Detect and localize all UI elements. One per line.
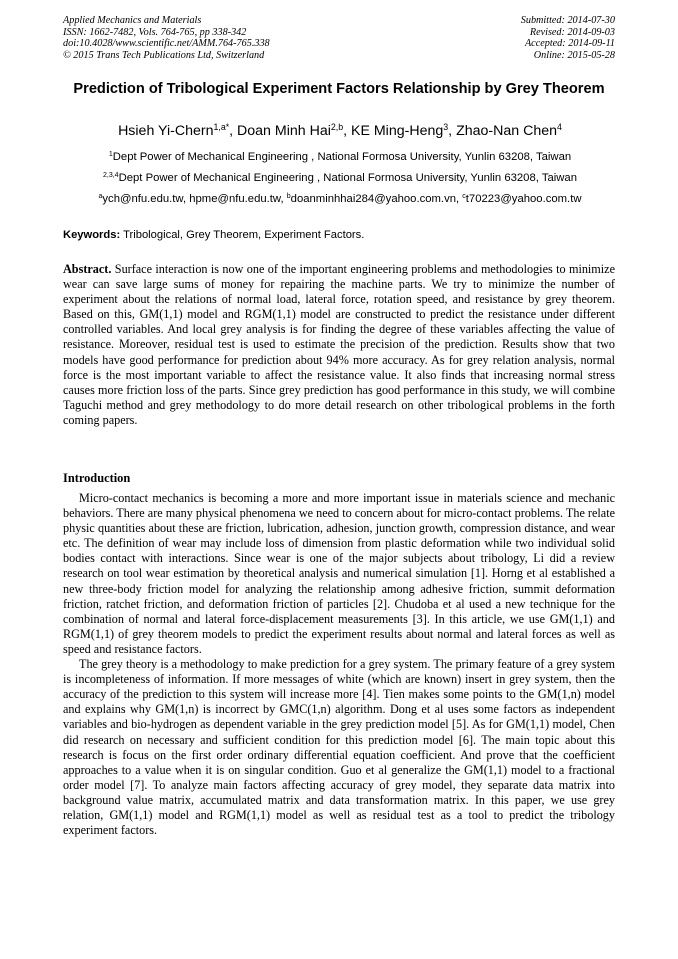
affiliation-superscript: 1 xyxy=(108,151,113,159)
author-separator: , xyxy=(229,123,238,139)
email-superscript: c xyxy=(462,193,466,201)
affiliation-1 xyxy=(40,150,640,166)
author-name: Zhao-Nan Chen xyxy=(456,123,558,139)
email-superscript: a xyxy=(98,193,103,201)
author-name: KE Ming-Heng xyxy=(351,123,444,139)
introduction-body xyxy=(63,491,615,838)
keywords-label: Keywords: xyxy=(63,229,121,241)
journal-doi: doi:10.4028/www.scientific.net/AMM.764-765.338 xyxy=(63,38,270,49)
abstract-label: Abstract. xyxy=(63,262,112,276)
affiliation-superscript: 2,3,4 xyxy=(103,172,119,180)
email-text: ych@nfu.edu.tw, hpme@nfu.edu.tw, xyxy=(102,193,287,205)
author-superscript: 1,a* xyxy=(213,122,230,133)
affiliation-text: Dept Power of Mechanical Engineering , National Formosa University, Yunlin 63208, Taiwan xyxy=(118,172,577,184)
author-superscript: 4 xyxy=(557,122,562,133)
keywords-line xyxy=(63,228,615,242)
author-emails xyxy=(40,192,640,208)
email-text: t70223@yahoo.com.tw xyxy=(465,193,582,205)
date-accepted: Accepted: 2014-09-11 xyxy=(524,38,615,49)
date-revised: Revised: 2014-09-03 xyxy=(529,26,615,38)
keywords-text: Tribological, Grey Theorem, Experiment Factors. xyxy=(120,229,365,241)
journal-info-left xyxy=(63,15,270,61)
introduction-paragraph-2: The grey theory is a methodology to make prediction for a grey system. The primary feature of a grey system is incompleteness of information. If more messages of white (which are known) insert in grey system, then the accuracy of the prediction to this system will increase more [4]. Tien makes some points to the GM(1,n) model and explains why GM(1,n) is incorrect by GMC(1,n) algorithm. Dong et al uses some factors as independent variables and bio-hydrogen as dependent variable in the grey prediction model [5]. As for GM(1,1) model, Chen did research on necessary and sufficient condition for this prediction model [6]. The main topic about this research is focus on the first order ordinary differential equation coefficient. And prove that the coefficient approaches to a value when it is on singular condition. Guo et al generalize the GM(1,1) model to a fractional order model [7]. To analyze main factors affecting accuracy of grey model, they separate data matrix into background value matrix, accumulated matrix and data transformation matrix. In this paper, we use grey relation, GM(1,1) model and RGM(1,1) model as well as residual test as a tool to predict the tribology experiment factors. xyxy=(63,657,615,838)
journal-issn: ISSN: 1662-7482, Vols. 764-765, pp 338-342 xyxy=(63,26,247,38)
date-online: Online: 2015-05-28 xyxy=(533,49,615,61)
journal-dates-right xyxy=(521,15,615,61)
introduction-paragraph-1: Micro-contact mechanics is becoming a more and more important issue in materials science and mechanic behaviors. There are many physical phenomena we need to concern about for micro-contact problems. The relate physic quantities about these are friction, lubrication, adhesion, junction growth, compression distance, and wear etc. The definition of wear may include loss of dimension from plastic deformation while two individual solid bodies contact with interactions. Since wear is one of the major subjects about tribology, Li did a review research on tool wear estimation by theoretical analysis and numerical simulation [1]. Horng et al established a new three-body friction model for analyzing the relationship among adhesive friction, summit deformation friction, ratchet friction, and deformation friction of particles [2]. Chudoba et al used a new technique for the combination of normal and lateral force-displacement measurements [3]. In this article, we use GM(1,1) and RGM(1,1) of grey theorem models to predict the experiment results about normal and lateral forces as well as speed and resistance factors. xyxy=(63,491,615,656)
abstract-text: Surface interaction is now one of the important engineering problems and methodologies to minimize wear can save large sums of money for repairing the machine parts. We try to minimize the number of experiment about the relations of normal load, lateral force, rotation speed, and resistance by grey theorem. Based on this, GM(1,1) model and RGM(1,1) model are constructed to predict the resistance under different controlled variables. And local grey analysis is for finding the degree of these variables affecting the value of resistance. Moreover, residual test is used to estimate the precision of the prediction. Results show that two models have good performance for prediction about 94% more accuracy. As for grey relation analysis, normal force is the most important variable to affect the resistance value. It also finds that increasing normal stress causes more friction loss of the parts. Since grey prediction has good performance in this study, we will combine Taguchi method and grey methodology to do more detail research on other tribological problems in the forth coming papers. xyxy=(63,262,615,427)
author-name: Doan Minh Hai xyxy=(237,123,331,139)
author-separator: , xyxy=(448,123,457,139)
abstract xyxy=(63,262,615,428)
journal-copyright: © 2015 Trans Tech Publications Ltd, Switzerland xyxy=(63,49,265,61)
author-separator: , xyxy=(343,123,351,139)
paper-title: Prediction of Tribological Experiment Factors Relationship by Grey Theorem xyxy=(73,81,605,97)
date-submitted: Submitted: 2014-07-30 xyxy=(520,15,615,26)
affiliation-text: Dept Power of Mechanical Engineering , National Formosa University, Yunlin 63208, Taiwan xyxy=(112,151,572,163)
author-name: Hsieh Yi-Chern xyxy=(118,123,214,139)
affiliation-2 xyxy=(40,171,640,187)
author-list xyxy=(40,123,640,141)
author-superscript: 2,b xyxy=(330,122,344,133)
email-superscript: b xyxy=(286,193,291,201)
author-superscript: 3 xyxy=(443,122,449,133)
section-heading-introduction: Introduction xyxy=(63,471,131,485)
email-text: doanminhhai284@yahoo.com.vn, xyxy=(290,193,463,205)
journal-name: Applied Mechanics and Materials xyxy=(63,15,202,26)
